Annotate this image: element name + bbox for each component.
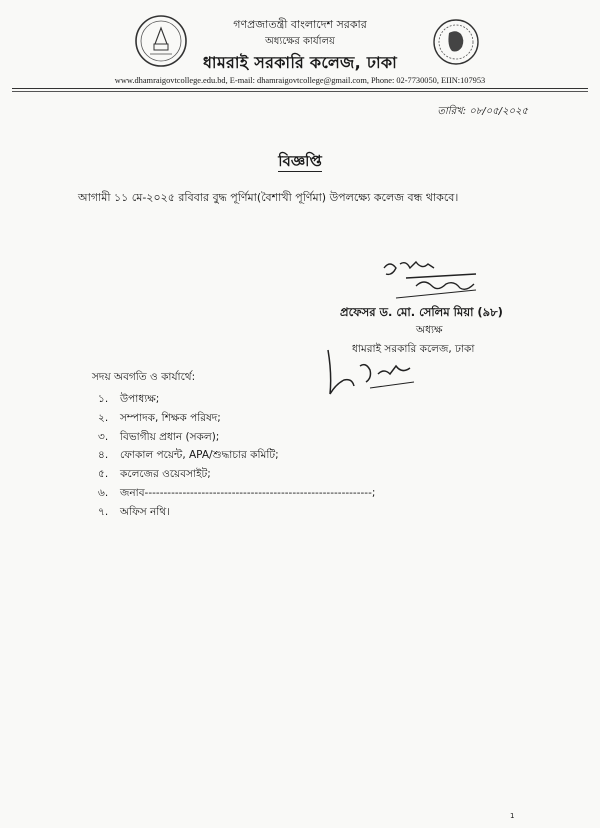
list-item-text: বিভাগীয় প্রধান (সকল); bbox=[120, 430, 220, 443]
list-item bbox=[98, 411, 375, 430]
distribution-heading: সদয় অবগতি ও কার্যার্থে: bbox=[92, 371, 196, 383]
notice-title-text: বিজ্ঞপ্তি bbox=[278, 152, 322, 170]
list-item-text: অফিস নথি। bbox=[120, 505, 170, 518]
list-item-number: ৫. bbox=[98, 468, 109, 481]
signer-college: ধামরাই সরকারি কলেজ, ঢাকা bbox=[352, 343, 475, 355]
list-item bbox=[98, 430, 375, 449]
header-rule-thin bbox=[12, 91, 588, 92]
office-name: অধ্যক্ষের কার্যালয় bbox=[265, 36, 335, 47]
list-item bbox=[98, 448, 375, 467]
list-item bbox=[98, 467, 375, 486]
list-item-number: ৪. bbox=[98, 449, 109, 462]
signer-name: প্রফেসর ড. মো. সেলিম মিয়া (৯৮) bbox=[340, 305, 503, 319]
college-name: ধামরাই সরকারি কলেজ, ঢাকা bbox=[202, 53, 398, 72]
page-number: 1 bbox=[510, 812, 515, 820]
list-item-number: ২. bbox=[98, 411, 109, 424]
notice-title bbox=[0, 150, 600, 175]
list-item bbox=[98, 505, 375, 524]
bangladesh-government-seal-icon bbox=[432, 18, 480, 66]
notice-body: আগামী ১১ মে-২০২৫ রবিবার বুদ্ধ পূর্ণিমা(বৈশাখী পূর্ণিমা) উপলক্ষ্যে কলেজ বন্ধ থাকবে। bbox=[78, 191, 459, 204]
list-item-number: ৩. bbox=[98, 430, 109, 443]
list-item-text: জনাব------------------------------------------------------------; bbox=[120, 486, 376, 499]
list-item-number: ৬. bbox=[98, 486, 109, 499]
list-item-number: ৭. bbox=[98, 505, 109, 518]
list-item-text: সম্পাদক, শিক্ষক পরিষদ; bbox=[120, 411, 221, 424]
list-item-text: উপাধ্যক্ষ; bbox=[120, 393, 160, 405]
list-item-text: কলেজের ওয়েবসাইট; bbox=[120, 468, 211, 481]
list-item-number: ১. bbox=[98, 393, 109, 405]
signer-title: অধ্যক্ষ bbox=[416, 324, 443, 336]
contact-info: www.dhamraigovtcollege.edu.bd, E-mail: dhamraigovtcollege@gmail.com, Phone: 02-7730050, EIIN:107953 bbox=[114, 76, 486, 85]
government-name: গণপ্রজাতন্ত্রী বাংলাদেশ সরকার bbox=[233, 18, 367, 31]
list-item bbox=[98, 486, 375, 505]
date: তারিখ: ০৮/০৫/২০২৫ bbox=[437, 106, 528, 117]
list-item-text: ফোকাল পয়েন্ট, APA/শুদ্ধাচার কমিটি; bbox=[120, 449, 279, 462]
list-item bbox=[98, 392, 375, 411]
signature-mark bbox=[376, 258, 486, 306]
distribution-list bbox=[98, 392, 375, 524]
header-rule bbox=[12, 88, 588, 89]
